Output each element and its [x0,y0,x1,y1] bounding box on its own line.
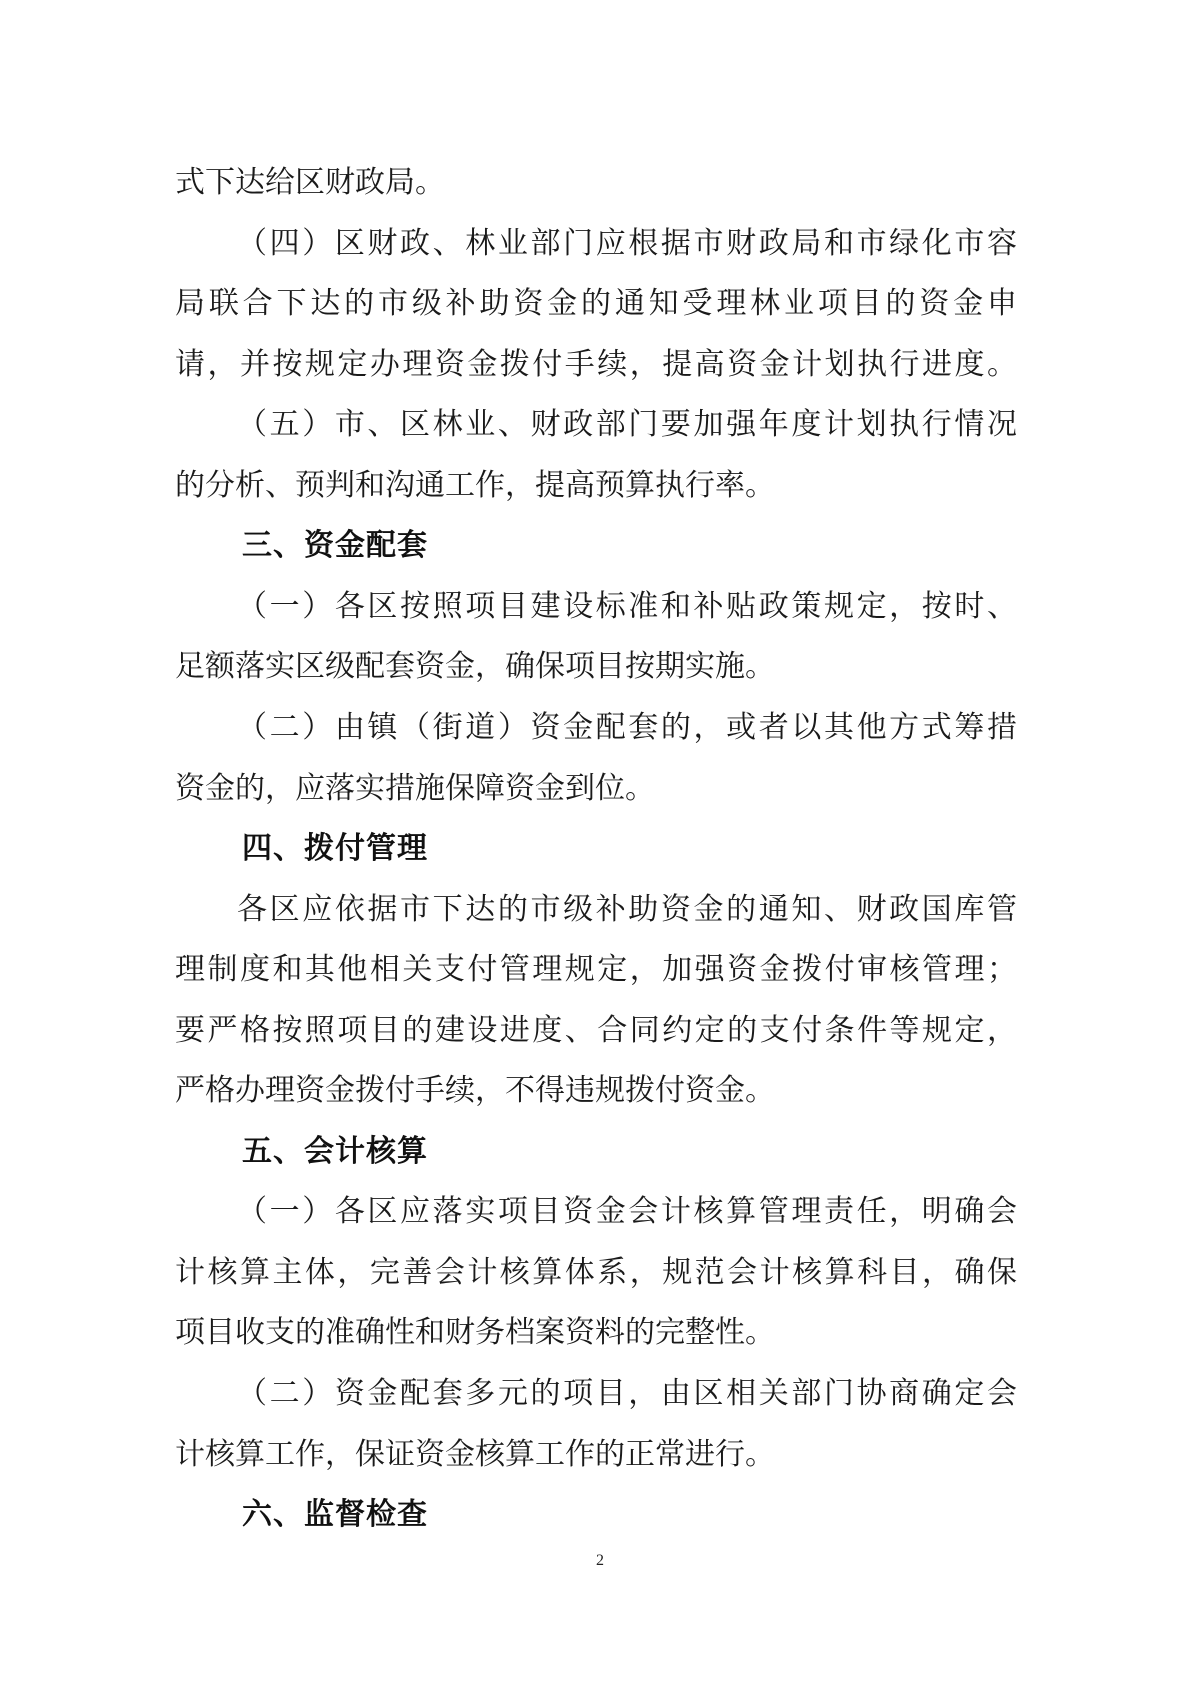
paragraph-line: 要严格按照项目的建设进度、合同约定的支付条件等规定， [175,1012,1017,1048]
section-heading: 五、会计核算 [242,1133,428,1169]
paragraph-first-line: （四）区财政、林业部门应根据市财政局和市绿化市容 [237,225,1017,261]
paragraph-first-line: （五）市、区林业、财政部门要加强年度计划执行情况 [237,407,1017,443]
section-heading: 四、拨付管理 [242,831,428,867]
paragraph-line: 式下达给区财政局。 [175,165,445,200]
section-heading: 三、资金配套 [242,528,428,564]
paragraph-first-line: （一）各区应落实项目资金会计核算管理责任，明确会 [237,1194,1017,1230]
paragraph-line: 计核算工作，保证资金核算工作的正常进行。 [175,1436,775,1472]
paragraph-line: 足额落实区级配套资金，确保项目按期实施。 [175,649,775,685]
paragraph-first-line: 各区应依据市下达的市级补助资金的通知、财政国库管 [237,891,1017,927]
paragraph-first-line: （一）各区按照项目建设标准和补贴政策规定，按时、 [237,588,1017,624]
paragraph-line: 局联合下达的市级补助资金的通知受理林业项目的资金申 [175,286,1017,322]
paragraph-first-line: （二）资金配套多元的项目，由区相关部门协商确定会 [237,1376,1017,1411]
paragraph-line: 项目收支的准确性和财务档案资料的完整性。 [175,1315,775,1351]
page-number: 2 [596,1552,604,1569]
paragraph-first-line: （二）由镇（街道）资金配套的，或者以其他方式筹措 [237,709,1017,745]
section-heading: 六、监督检查 [242,1497,428,1533]
paragraph-line: 理制度和其他相关支付管理规定，加强资金拨付审核管理； [175,952,1017,988]
paragraph-line: 计核算主体，完善会计核算体系，规范会计核算科目，确保 [175,1254,1017,1290]
paragraph-line: 请，并按规定办理资金拨付手续，提高资金计划执行进度。 [175,346,1017,382]
paragraph-line: 资金的，应落实措施保障资金到位。 [175,770,655,806]
paragraph-line: 严格办理资金拨付手续，不得违规拨付资金。 [175,1073,775,1109]
paragraph-line: 的分析、预判和沟通工作，提高预算执行率。 [175,467,775,503]
